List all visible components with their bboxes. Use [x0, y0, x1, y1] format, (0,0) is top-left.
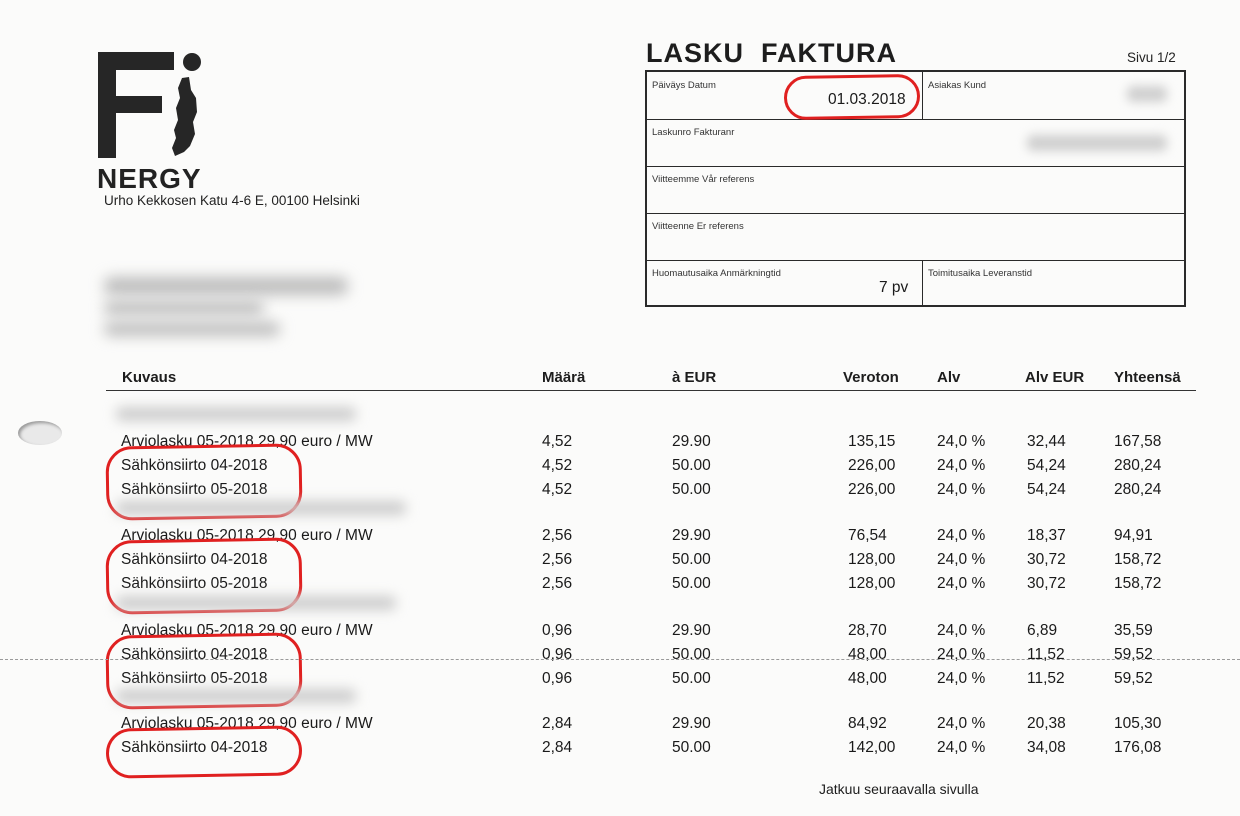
cell-total: 176,08	[1114, 739, 1162, 756]
cell-description: Arviolasku 05-2018 29,90 euro / MW	[121, 527, 373, 544]
punch-hole-mark	[18, 421, 62, 445]
cell-description: Arviolasku 05-2018 29,90 euro / MW	[121, 622, 373, 639]
cell-description: Arviolasku 05-2018 29,90 euro / MW	[121, 433, 373, 450]
cell-description: Sähkönsiirto 04-2018	[121, 551, 268, 568]
document-title: LASKU FAKTURA	[646, 38, 897, 68]
cell-description: Sähkönsiirto 05-2018	[121, 575, 268, 592]
date-highlight-circle	[784, 74, 921, 120]
table-header-rule	[106, 390, 1196, 391]
cell-description: Sähkönsiirto 04-2018	[121, 646, 268, 663]
company-name: NERGY	[97, 163, 202, 194]
col-header-net: Veroton	[843, 369, 899, 386]
cell-net: 226,00	[848, 481, 896, 498]
col-header-unit-price: à EUR	[672, 369, 717, 386]
cell-net: 226,00	[848, 457, 896, 474]
recipient-street-redacted	[104, 301, 264, 315]
cell-quantity: 0,96	[542, 646, 573, 663]
cell-vat: 24,0 %	[937, 622, 986, 639]
cell-unit-price: 50.00	[672, 481, 711, 498]
date-value: 01.03.2018	[828, 91, 906, 108]
cell-unit-price: 50.00	[672, 551, 711, 568]
cell-quantity: 4,52	[542, 457, 573, 474]
cell-total: 59,52	[1114, 670, 1153, 687]
cell-total: 105,30	[1114, 715, 1162, 732]
cell-total: 158,72	[1114, 575, 1162, 592]
group-site-redacted	[116, 407, 356, 421]
cell-description: Sähkönsiirto 04-2018	[121, 739, 268, 756]
transfer-rows-highlight-circle	[106, 725, 303, 778]
cell-vat-eur: 54,24	[1027, 457, 1066, 474]
cell-quantity: 2,56	[542, 551, 573, 568]
cell-description: Sähkönsiirto 04-2018	[121, 457, 268, 474]
customer-number-redacted	[1127, 86, 1167, 102]
cell-net: 128,00	[848, 575, 896, 592]
cell-quantity: 2,84	[542, 715, 573, 732]
group-site-redacted	[116, 689, 356, 703]
cell-vat: 24,0 %	[937, 670, 986, 687]
cell-net: 128,00	[848, 551, 896, 568]
company-address: Urho Kekkosen Katu 4-6 E, 00100 Helsinki	[104, 193, 360, 208]
cell-total: 35,59	[1114, 622, 1153, 639]
group-site-redacted	[116, 501, 406, 515]
cell-quantity: 0,96	[542, 670, 573, 687]
cell-total: 94,91	[1114, 527, 1153, 544]
cell-total: 59,52	[1114, 646, 1153, 663]
col-header-description: Kuvaus	[122, 369, 177, 386]
cell-total: 167,58	[1114, 433, 1162, 450]
invoice-number-label: Laskunro Fakturanr	[652, 127, 735, 138]
complaint-period-value: 7 pv	[879, 279, 909, 296]
cell-net: 48,00	[848, 646, 887, 663]
cell-vat: 24,0 %	[937, 551, 986, 568]
cell-vat: 24,0 %	[937, 527, 986, 544]
cell-unit-price: 29.90	[672, 622, 711, 639]
logo-letter: F	[99, 60, 100, 61]
delivery-time-label: Toimitusaika Leveranstid	[928, 268, 1033, 279]
col-header-total: Yhteensä	[1114, 369, 1181, 386]
cell-quantity: 4,52	[542, 433, 573, 450]
complaint-period-label: Huomautusaika Anmärkningtid	[652, 268, 781, 279]
continued-note: Jatkuu seuraavalla sivulla	[819, 781, 979, 797]
cell-unit-price: 50.00	[672, 739, 711, 756]
cell-quantity: 0,96	[542, 622, 573, 639]
cell-vat-eur: 11,52	[1027, 646, 1065, 663]
cell-net: 28,70	[848, 622, 887, 639]
customer-label: Asiakas Kund	[928, 80, 987, 91]
cell-description: Arviolasku 05-2018 29,90 euro / MW	[121, 715, 373, 732]
cell-vat-eur: 32,44	[1027, 433, 1066, 450]
info-row-invoice-number	[647, 119, 1184, 167]
date-label: Päiväys Datum	[652, 80, 716, 91]
cell-vat-eur: 6,89	[1027, 622, 1058, 639]
col-header-quantity: Määrä	[542, 369, 586, 386]
cell-vat: 24,0 %	[937, 646, 986, 663]
cell-vat: 24,0 %	[937, 715, 986, 732]
cell-vat: 24,0 %	[937, 575, 986, 592]
cell-net: 48,00	[848, 670, 887, 687]
cell-vat: 24,0 %	[937, 457, 986, 474]
cell-vat-eur: 30,72	[1027, 575, 1066, 592]
cell-description: Sähkönsiirto 05-2018	[121, 481, 268, 498]
cell-total: 158,72	[1114, 551, 1162, 568]
info-row-your-reference	[647, 213, 1184, 261]
scan-crease-line	[0, 659, 1240, 660]
your-reference-label: Viitteenne Er referens	[652, 221, 744, 232]
cell-vat-eur: 20,38	[1027, 715, 1066, 732]
info-row-terms	[647, 260, 1184, 307]
cell-total: 280,24	[1114, 481, 1162, 498]
company-logo	[96, 50, 206, 162]
cell-total: 280,24	[1114, 457, 1162, 474]
cell-unit-price: 50.00	[672, 457, 711, 474]
cell-vat-eur: 54,24	[1027, 481, 1066, 498]
cell-quantity: 2,84	[542, 739, 573, 756]
cell-quantity: 4,52	[542, 481, 573, 498]
col-header-vat-eur: Alv EUR	[1025, 369, 1085, 386]
cell-unit-price: 29.90	[672, 527, 711, 544]
cell-unit-price: 29.90	[672, 433, 711, 450]
cell-vat-eur: 18,37	[1027, 527, 1066, 544]
cell-unit-price: 50.00	[672, 670, 711, 687]
info-row-our-reference	[647, 166, 1184, 214]
recipient-city-redacted	[104, 322, 280, 336]
cell-description: Sähkönsiirto 05-2018	[121, 670, 268, 687]
cell-unit-price: 50.00	[672, 575, 711, 592]
cell-vat-eur: 30,72	[1027, 551, 1066, 568]
cell-net: 135,15	[848, 433, 896, 450]
page-number: Sivu 1/2	[1127, 50, 1176, 65]
our-reference-label: Viitteemme Vår referens	[652, 174, 755, 185]
invoice-number-redacted	[1027, 135, 1167, 151]
cell-unit-price: 29.90	[672, 715, 711, 732]
cell-net: 84,92	[848, 715, 887, 732]
cell-net: 76,54	[848, 527, 887, 544]
cell-net: 142,00	[848, 739, 896, 756]
group-site-redacted	[116, 596, 396, 610]
cell-vat-eur: 11,52	[1027, 670, 1065, 687]
cell-vat: 24,0 %	[937, 481, 986, 498]
cell-vat: 24,0 %	[937, 433, 986, 450]
col-header-vat: Alv	[937, 369, 961, 386]
cell-unit-price: 50.00	[672, 646, 711, 663]
cell-quantity: 2,56	[542, 527, 573, 544]
cell-quantity: 2,56	[542, 575, 573, 592]
recipient-name-redacted	[104, 277, 348, 295]
cell-vat-eur: 34,08	[1027, 739, 1066, 756]
cell-vat: 24,0 %	[937, 739, 986, 756]
